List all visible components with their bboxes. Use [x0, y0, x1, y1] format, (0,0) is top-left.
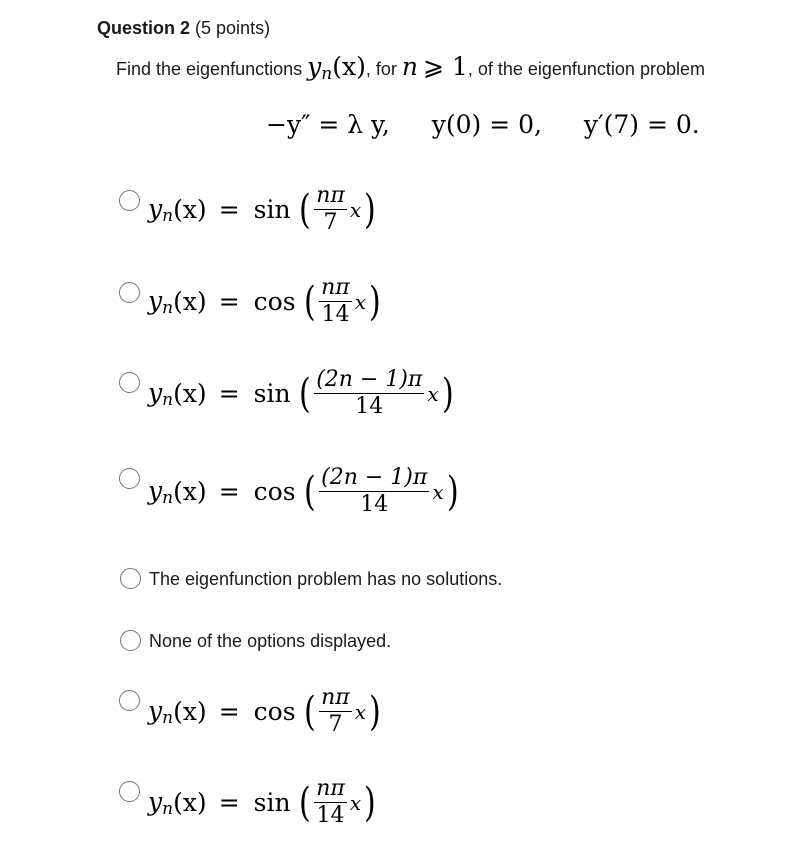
prompt-sub: n [321, 64, 333, 84]
fraction-denominator: 14 [355, 394, 384, 420]
paren-open: ( [298, 370, 311, 417]
option-text: None of the options displayed. [149, 631, 392, 651]
option-formula [148, 686, 383, 737]
option-formula [148, 276, 383, 327]
formula-variable: x [354, 289, 367, 314]
radio-button[interactable] [119, 190, 140, 211]
option-formula [148, 368, 455, 419]
formula-arg: (x) [173, 195, 207, 225]
formula-function: cos [253, 287, 296, 317]
prompt-y: y [307, 52, 322, 81]
formula-arg: (x) [173, 379, 207, 409]
paren-close: ) [369, 278, 381, 325]
paren-close: ) [446, 468, 459, 515]
question-header [97, 18, 270, 39]
formula-variable: x [354, 699, 367, 724]
paren-open: ( [298, 186, 311, 233]
formula-variable: x [427, 381, 439, 406]
formula-variable: x [349, 197, 362, 222]
formula-fraction [314, 777, 347, 828]
fraction-denominator: 14 [360, 492, 389, 518]
prompt-arg: (x) [332, 52, 366, 81]
option-formula [148, 777, 378, 828]
fraction-numerator: nπ [319, 276, 352, 302]
formula-fraction [319, 466, 429, 517]
formula-lhs: $y_n$ [148, 695, 174, 728]
formula-equals: = [218, 379, 240, 409]
paren-close: ) [364, 779, 376, 826]
fraction-numerator: nπ [314, 777, 347, 803]
formula-equals: = [218, 788, 240, 818]
fraction-denominator: 14 [321, 302, 350, 328]
formula-lhs: $y_n$ [148, 377, 174, 410]
question-points: (5 points) [195, 18, 271, 38]
fraction-numerator: (2n − 1)π [314, 368, 424, 394]
radio-button[interactable] [119, 690, 140, 711]
radio-button[interactable] [119, 781, 140, 802]
fraction-denominator: 14 [316, 803, 345, 829]
option-formula [148, 184, 378, 235]
formula-function: sin [253, 379, 291, 409]
paren-close: ) [369, 688, 381, 735]
paren-close: ) [364, 186, 376, 233]
prompt-text-start: Find the eigenfunctions [116, 59, 303, 79]
option-text: The eigenfunction problem has no solutions. [149, 569, 503, 589]
fraction-denominator: 7 [328, 712, 343, 738]
formula-function: sin [253, 195, 291, 225]
question-prompt [116, 52, 705, 84]
radio-button[interactable] [119, 282, 140, 303]
prompt-text-middle: , for [365, 59, 397, 79]
formula-lhs: $y_n$ [148, 193, 174, 226]
formula-lhs: $y_n$ [148, 285, 174, 318]
formula-function: sin [253, 788, 291, 818]
formula-arg: (x) [173, 477, 207, 507]
radio-button[interactable] [120, 568, 141, 589]
formula-arg: (x) [173, 788, 207, 818]
equation-ode: −y″ = λ y, [266, 110, 390, 139]
formula-equals: = [218, 195, 240, 225]
equation-bc2: y′(7) = 0. [583, 110, 700, 139]
formula-fraction [314, 368, 424, 419]
formula-equals: = [218, 477, 240, 507]
formula-lhs: $y_n$ [148, 475, 174, 508]
radio-button[interactable] [119, 468, 140, 489]
problem-equation [266, 110, 700, 139]
paren-close: ) [441, 370, 454, 417]
formula-variable: x [349, 790, 362, 815]
prompt-n: n [401, 52, 418, 81]
formula-function: cos [253, 477, 296, 507]
formula-function: cos [253, 697, 296, 727]
equation-bc1: y(0) = 0, [431, 110, 542, 139]
formula-variable: x [432, 479, 444, 504]
paren-open: ( [298, 779, 311, 826]
fraction-numerator: nπ [319, 686, 352, 712]
formula-equals: = [218, 287, 240, 317]
paren-open: ( [303, 278, 316, 325]
formula-arg: (x) [173, 287, 207, 317]
prompt-text-end: , of the eigenfunction problem [467, 59, 705, 79]
paren-open: ( [303, 468, 316, 515]
formula-fraction [319, 276, 352, 327]
formula-fraction [319, 686, 352, 737]
formula-equals: = [218, 697, 240, 727]
formula-fraction [314, 184, 347, 235]
fraction-numerator: nπ [314, 184, 347, 210]
paren-open: ( [303, 688, 316, 735]
question-title: Question 2 [97, 18, 191, 38]
fraction-numerator: (2n − 1)π [319, 466, 429, 492]
radio-button[interactable] [120, 630, 141, 651]
formula-arg: (x) [173, 697, 207, 727]
prompt-inequality: ⩾ 1 [423, 52, 468, 81]
radio-button[interactable] [119, 372, 140, 393]
formula-lhs: $y_n$ [148, 786, 174, 819]
option-formula [148, 466, 460, 517]
fraction-denominator: 7 [323, 210, 338, 236]
